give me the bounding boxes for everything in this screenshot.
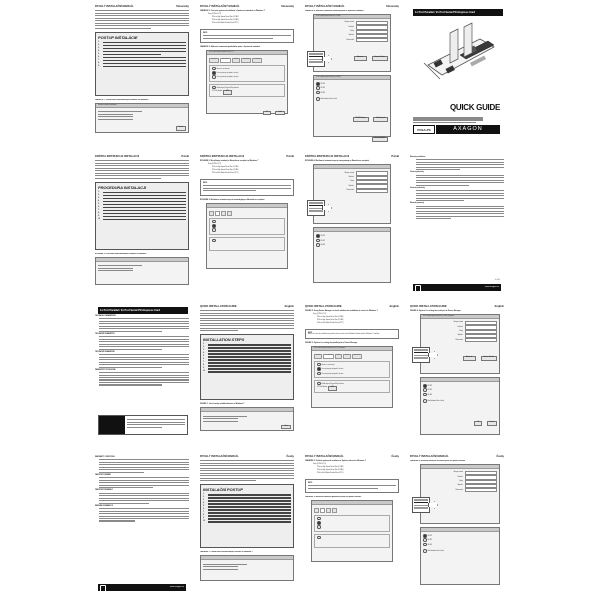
serial-port-dialog: PCIe to High Speed Serial Port (COM3) Bits per second: Data bits: Parity: Stop bits: Flow control: Advanced... Restore Defaults (313, 14, 391, 72)
pci-card-image (420, 25, 500, 83)
technical-parameters: TECHNICAL PARAMETERS TECHNICKÉ PARAMETRY TECHNICKÉ PARAMETRE PARAMETRY TECHNICZNE (95, 316, 189, 386)
info-box: INFO (200, 179, 294, 196)
quick-guide-title: QUICK GUIDE (449, 103, 500, 112)
cover-language-lines (413, 116, 483, 124)
manufacturer-contact (98, 415, 188, 435)
device-tree: Porty (COM & LPT) PCIe to High Speed Serial Port (COM3) PCIe to High Speed Serial Port (COM4) PCIe to Multi Mode Parallel Port (LPT1) (208, 14, 239, 24)
recycle-icon (415, 285, 421, 292)
installation-steps-box: POSTUP INŠTALÁCIE 1. 2. 3. 4. 5. 6. 7. 8. 9. (95, 32, 189, 96)
page-pl-intro: KRÓTKA INSTRUKCJA INSTALACJI Polski PROCEDURA INSTALACJI 1. 2. 3. 4. 5. 6. 7. 8. 9. 10. RYSUNEK 1: Lista nowo zainstalowanych urządzeń w Windows 7 (95, 155, 189, 295)
product-model: PCEA-PS (413, 125, 435, 134)
header-title: RYCHLÝ INSTALAČNÍ MANUÁL (95, 5, 134, 8)
spec-title-banner: 1x Port Parallel / 2x Port Serial PCI-Express Card (98, 307, 188, 314)
header-language: Slovensky (176, 5, 189, 8)
box-title: POSTUP INŠTALÁCIE (98, 34, 138, 40)
page-en-device-manager: QUICK INSTALLATION GUIDE English FIGURE 2: Using Device Manager to check whether the installation is correct in Windows 7 Porty (COM & LPT) PCIe to High Speed Serial Port (COM3) PCIe to High Speed Serial Port (COM4) PCIe to Multi Mode Parallel Port (LPT1) INFO drivers can also be installed using online direct search via the Windows Update tool for Windows 7 and later FIGURE 3: Options for setting the parallel port in Device Manager PCIe to Multi Mode Parallel Port (LPT1) Properties General Port Settings Driver Details Resources Never use an interrupt Use any interrupt assigned to the port Use any interrupt assigned to the port Enable legacy Plug and Play detection LPT Port Number: LPT1 (305, 305, 399, 445)
installation-steps-box: PROCEDURA INSTALACJI 1. 2. 3. 4. 5. 6. 7. 8. 9. 10. (95, 182, 189, 250)
page-cz-serial-settings: RYCHLÝ INSTALAČNÍ MANUÁL Česky OBRÁZEK 4: Možnosti nastavení sériového portu ve Správci zařízení Bits per second: Data bits: Parity: Stop bits: Flow control: RS-232 RS-422 RS-485 Auto Hardware Flow Control (410, 455, 504, 595)
driver-install-dialog (95, 257, 189, 285)
page-cz-intro: RYCHLÝ INSTALAČNÍ MANUÁL Česky INSTALAČNÍ POSTUP 1. 2. 3. 4. 5. 6. 7. 8. 9. 10. OBRÁZEK 1: Příklad nově nainstalovaných zařízení ve Windows 7 (200, 455, 294, 595)
close-button: Zavrieť (176, 126, 186, 131)
version-code: Ver.2016 (494, 280, 500, 281)
info-box: INFO drivers can also be installed using online direct search via the Windows Update tool for Windows 7 and later (305, 329, 399, 340)
page-cover (410, 5, 504, 145)
serial-port-dialog: PCIe to High Speed Serial Port (COM3) Properties Bits per second: Data bits: Parity: Stop bits: Flow control: Advanced... Restore Defaults (420, 314, 500, 374)
product-name-banner: 1x Port Parallel / 2x Port Serial PCI-Express Card (413, 9, 503, 16)
website-link: www.axagon.eu (169, 586, 184, 588)
page-sk-intro (95, 5, 189, 145)
advanced-settings-dialog: RS-232 RS-422 RS-485 (313, 227, 391, 283)
parallel-port-dialog (311, 500, 393, 562)
warranty-text: WARRANTY CONDITIONS ZÁRUČNÍ PODMÍNKY ZÁRUČNÉ PODMIENKY WARUNKI GWARANCJI (95, 457, 189, 522)
page-header (95, 5, 189, 9)
installation-steps-box: INSTALAČNÍ POSTUP 1. 2. 3. 4. 5. 6. 7. 8. 9. 10. (200, 484, 294, 548)
figure-caption: OBRÁZOK 1: Príklad novo nainštalovaných zariadení vo Windows 7 (95, 98, 150, 101)
device-tree: Porty (COM & LPT) PCIe to High Speed Serial Port (COM3) PCIe to High Speed Serial Port (COM4) PCIe to Multi Mode Parallel Port (LPT1) (208, 164, 239, 174)
driver-install-dialog (200, 555, 294, 581)
page-sk-serial-settings: RYCHLÝ INŠTALAČNÝ MANUÁL Slovensky OBRÁZOK 4: Možnosti nastavenia sériového portu v Správcovi zariadení PCIe to High Speed Serial Port (COM3) Bits per second: Data bits: Parity: Stop bits: Flow control: Advanced... Restore Defaults PCIe to High Speed Serial Port (COM3) RS-232 RS-422 RS-485 Auto Hardware Flow Control RS-485 Settings Set Maxspeed Restore Defaults (305, 5, 399, 145)
info-box: INFO (305, 479, 399, 494)
page-specs (95, 305, 189, 445)
page-en-serial-settings: QUICK INSTALLATION GUIDE English FIGURE 4: Options for setting the serial port in Device Manager PCIe to High Speed Serial Port (COM3) Properties Bits per second: Data bits: Parity: Stop bits: Flow control: Advanced... Restore Defaults RS-232 RS-422 RS-485 Auto Hardware Flow Control OK Cancel (410, 305, 504, 445)
parallel-port-dialog: PCIe to Multi Mode Parallel Port (LPT1) Všeobecné Port Settings Ovládač Podrobnosti Prostriedky Never use an interrupt Use any interrupt assigned to the port Use any interrupt assigned to the port Enable legacy Plug and Play detection LPT Port Number: LPT1 OK Zrušiť (206, 50, 288, 114)
brand-logo: AXAGON (436, 125, 500, 134)
page-pl-device-manager: KRÓTKA INSTRUKCJA INSTALACJI Polski RYSUNEK 2: Weryfikacja instalacji w Menedżerze urządzeń w Windows 7 Porty (COM & LPT) PCIe to High Speed Serial Port (COM3) PCIe to High Speed Serial Port (COM4) PCIe to Multi Mode Parallel Port (LPT1) INFO RYSUNEK 3: Możliwości ustawienia portu równoległego w Menedżerze urządzeń (200, 155, 294, 295)
warranty-text: Warranty conditions Záruční podmínky Záručné podmienky Warunki gwarancji (410, 157, 504, 219)
page-en-intro: QUICK INSTALLATION GUIDE English INSTALLATION STEPS 1. 2. 3. 4. 5. 6. 7. 8. 9. 10. FIGURE 1: List of newly installed devices in Windows 7 Close (200, 305, 294, 445)
driver-install-dialog: Inštalácia ovládača zariadenia Zavrieť (95, 103, 189, 133)
recycle-icon (100, 585, 106, 592)
serial-port-dialog: Bits per second: Data bits: Parity: Stop bits: Flow control: (420, 464, 500, 524)
page-footer (98, 584, 186, 591)
close-button: Close (281, 425, 291, 430)
page-pl-serial-settings: KRÓTKA INSTRUKCJA INSTALACJI Polski RYSUNEK 4: Możliwości ustawienia portu szeregowego w Menedżerze urządzeń Bits per second: Data bits: Parity: Stop bits: Flow control: RS-232 RS-422 RS-485 (305, 155, 399, 295)
driver-install-dialog (200, 407, 294, 431)
serial-port-dialog: Bits per second: Data bits: Parity: Stop bits: Flow control: (313, 164, 391, 224)
intro-text (95, 10, 189, 29)
parallel-port-dialog: PCIe to Multi Mode Parallel Port (LPT1) Properties General Port Settings Driver Details Resources Never use an interrupt Use any interrupt assigned to the port Use any interrupt assigned to the port Enable legacy Plug and Play detection LPT Port Number: LPT1 (311, 346, 393, 408)
page-warranty (410, 155, 504, 295)
page-footer (413, 284, 501, 291)
parallel-port-dialog (206, 203, 288, 269)
page-sk-device-manager: RYCHLÝ INŠTALAČNÝ MANUÁL Slovensky OBRÁZOK 2: Overenie správnosti inštalácie v Správcovi zariadení vo Windows 7 Porty (COM & LPT) PCIe to High Speed Serial Port (COM3) PCIe to High Speed Serial Port (COM4) PCIe to Multi Mode Parallel Port (LPT1) INFO OBRÁZOK 3: Možnosti nastavenia paralelného portu v Správcovi zariadení PCIe to Multi Mode Parallel Port (LPT1) Všeobecné Port Settings Ovládač Podrobnosti Prostriedky Never use an interrupt Use any interrupt assigned to the port Use any interrupt assigned to the port Enable legacy Plug and Play detection LPT Port Number: LPT1 OK Zrušiť (200, 5, 294, 145)
advanced-settings-dialog: PCIe to High Speed Serial Port (COM3) RS-232 RS-422 RS-485 Auto Hardware Flow Control RS-485 Settings Set Maxspeed Restore Defaults (313, 75, 391, 137)
advanced-settings-dialog: RS-232 RS-422 RS-485 Auto Hardware Flow Control (420, 527, 500, 585)
figure-caption: OBRÁZOK 2: Overenie správnosti inštalácie v Správcovi zariadení vo Windows 7 (200, 10, 265, 12)
installation-steps-box: INSTALLATION STEPS 1. 2. 3. 4. 5. 6. 7. 8. 9. 10. (200, 334, 294, 400)
website-link: www.axagon.eu (484, 286, 499, 288)
page-warranty-2 (95, 455, 189, 595)
info-box: INFO (200, 29, 294, 44)
page-cz-device-manager: RYCHLÝ INSTALAČNÍ MANUÁL Česky OBRÁZEK 2: Ověření správnosti instalace ve Správci zařízení ve Windows 7 Porty (COM & LPT) PCIe to High Speed Serial Port (COM3) PCIe to High Speed Serial Port (COM4) PCIe to Multi Mode Parallel Port (LPT1) INFO OBRÁZEK 3: Možnosti nastavení paralelního portu ve Správci zařízení (305, 455, 399, 595)
device-tree: Porty (COM & LPT) PCIe to High Speed Serial Port (COM3) PCIe to High Speed Serial Port (COM4) PCIe to Multi Mode Parallel Port (LPT1) (313, 464, 344, 474)
device-tree: Porty (COM & LPT) PCIe to High Speed Serial Port (COM3) PCIe to High Speed Serial Port (COM4) PCIe to Multi Mode Parallel Port (LPT1) (313, 314, 344, 324)
advanced-settings-dialog: RS-232 RS-422 RS-485 Auto Hardware Flow Control OK Cancel (420, 377, 500, 435)
